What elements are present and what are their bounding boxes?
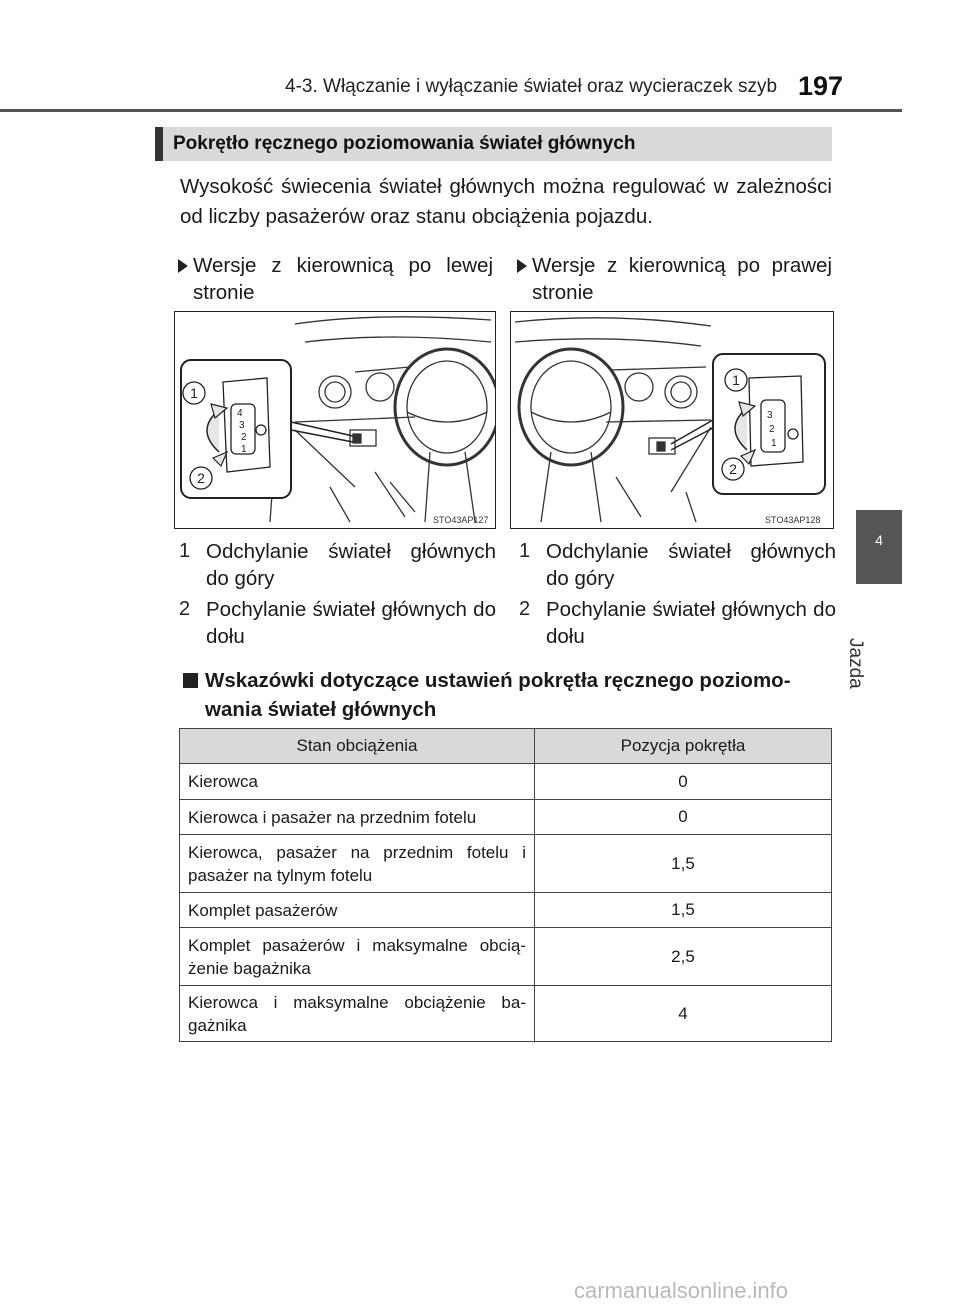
table-row [180, 893, 832, 928]
triangle-bullet-icon [517, 259, 527, 273]
caption-number: 2 [179, 598, 191, 620]
dashboard-illustration-left [175, 312, 495, 528]
section-title: Pokrętło ręcznego poziomowania świateł głównych [173, 133, 636, 154]
caption-text: Pochylanie świateł głównych do dołu [206, 598, 496, 648]
table-header-row [180, 729, 832, 764]
variant-left-label-block [178, 252, 493, 308]
running-header-title: 4-3. Włączanie i wyłączanie świateł oraz wycieraczek szyb [285, 76, 778, 97]
load-cell: Kierowca, pasażer na przednim fotelu i pasażer na tylnym fotelu [180, 835, 535, 893]
load-cell: Komplet pasażerów i maksymalne obcią-żenie bagażnika [180, 928, 535, 986]
chapter-tab-number: 4 [875, 532, 883, 548]
dial-mark: 2 [241, 432, 247, 443]
position-cell: 1,5 [535, 893, 832, 928]
variant-left-label: Wersje z kierownicą po lewej stronie [193, 254, 493, 304]
square-bullet-icon [183, 673, 198, 688]
page-number: 197 [798, 71, 844, 101]
table-row [180, 835, 832, 893]
table-row [180, 764, 832, 800]
load-cell: Komplet pasażerów [180, 893, 535, 928]
figure-code: STO43AP127 [433, 515, 489, 525]
position-cell: 2,5 [535, 928, 832, 986]
figure-right-hand-drive [510, 311, 834, 529]
table-row [180, 800, 832, 835]
position-cell: 0 [535, 764, 832, 800]
section-heading-accent [155, 127, 163, 161]
callout-1: 1 [732, 372, 740, 388]
dial-mark: 2 [769, 424, 775, 435]
caption-text: Pochylanie świateł głównych do dołu [546, 598, 836, 648]
caption-number: 2 [519, 598, 531, 620]
callout-2: 2 [729, 461, 737, 477]
caption-number: 1 [179, 540, 191, 562]
figure-left-hand-drive [174, 311, 496, 529]
dashboard-illustration-right [511, 312, 833, 528]
position-cell: 4 [535, 986, 832, 1042]
callout-2: 2 [197, 470, 205, 486]
dial-mark: 1 [241, 444, 247, 455]
dial-settings-table [179, 728, 832, 1042]
chapter-tab-label-box [845, 586, 898, 689]
dial-mark: 4 [237, 408, 243, 419]
position-cell: 0 [535, 800, 832, 835]
caption-number: 1 [519, 540, 531, 562]
table-row [180, 928, 832, 986]
variant-right-label-block [517, 252, 832, 308]
chapter-tab-label: Jazda [845, 638, 866, 689]
figure-code: STO43AP128 [765, 515, 821, 525]
dial-mark: 1 [771, 438, 777, 449]
table-row [180, 986, 832, 1042]
column-header: Pozycja pokrętła [535, 729, 832, 764]
load-cell: Kierowca [180, 764, 535, 800]
position-cell: 1,5 [535, 835, 832, 893]
section-intro: Wysokość świecenia świateł głównych można regulować w zależności od liczby pasażerów oraz stanu obciążenia pojazdu. [180, 175, 832, 228]
load-cell: Kierowca i pasażer na przednim fotelu [180, 800, 535, 835]
caption-text: Odchylanie świateł głównych do góry [206, 540, 496, 590]
variant-right-label: Wersje z kierownicą po prawej stronie [532, 254, 832, 304]
tips-heading: Wskazówki dotyczące ustawień pokrętła ręcznego poziomo-wania świateł głównych [205, 669, 791, 721]
header-rule [0, 109, 902, 112]
callout-1: 1 [190, 385, 198, 401]
caption-text: Odchylanie świateł głównych do góry [546, 540, 836, 590]
column-header: Stan obciążenia [180, 729, 535, 764]
load-cell: Kierowca i maksymalne obciążenie ba-gażnika [180, 986, 535, 1042]
dial-mark: 3 [239, 420, 245, 431]
dial-mark: 3 [767, 410, 773, 421]
watermark: carmanualsonline.info [574, 1278, 789, 1303]
triangle-bullet-icon [178, 259, 188, 273]
